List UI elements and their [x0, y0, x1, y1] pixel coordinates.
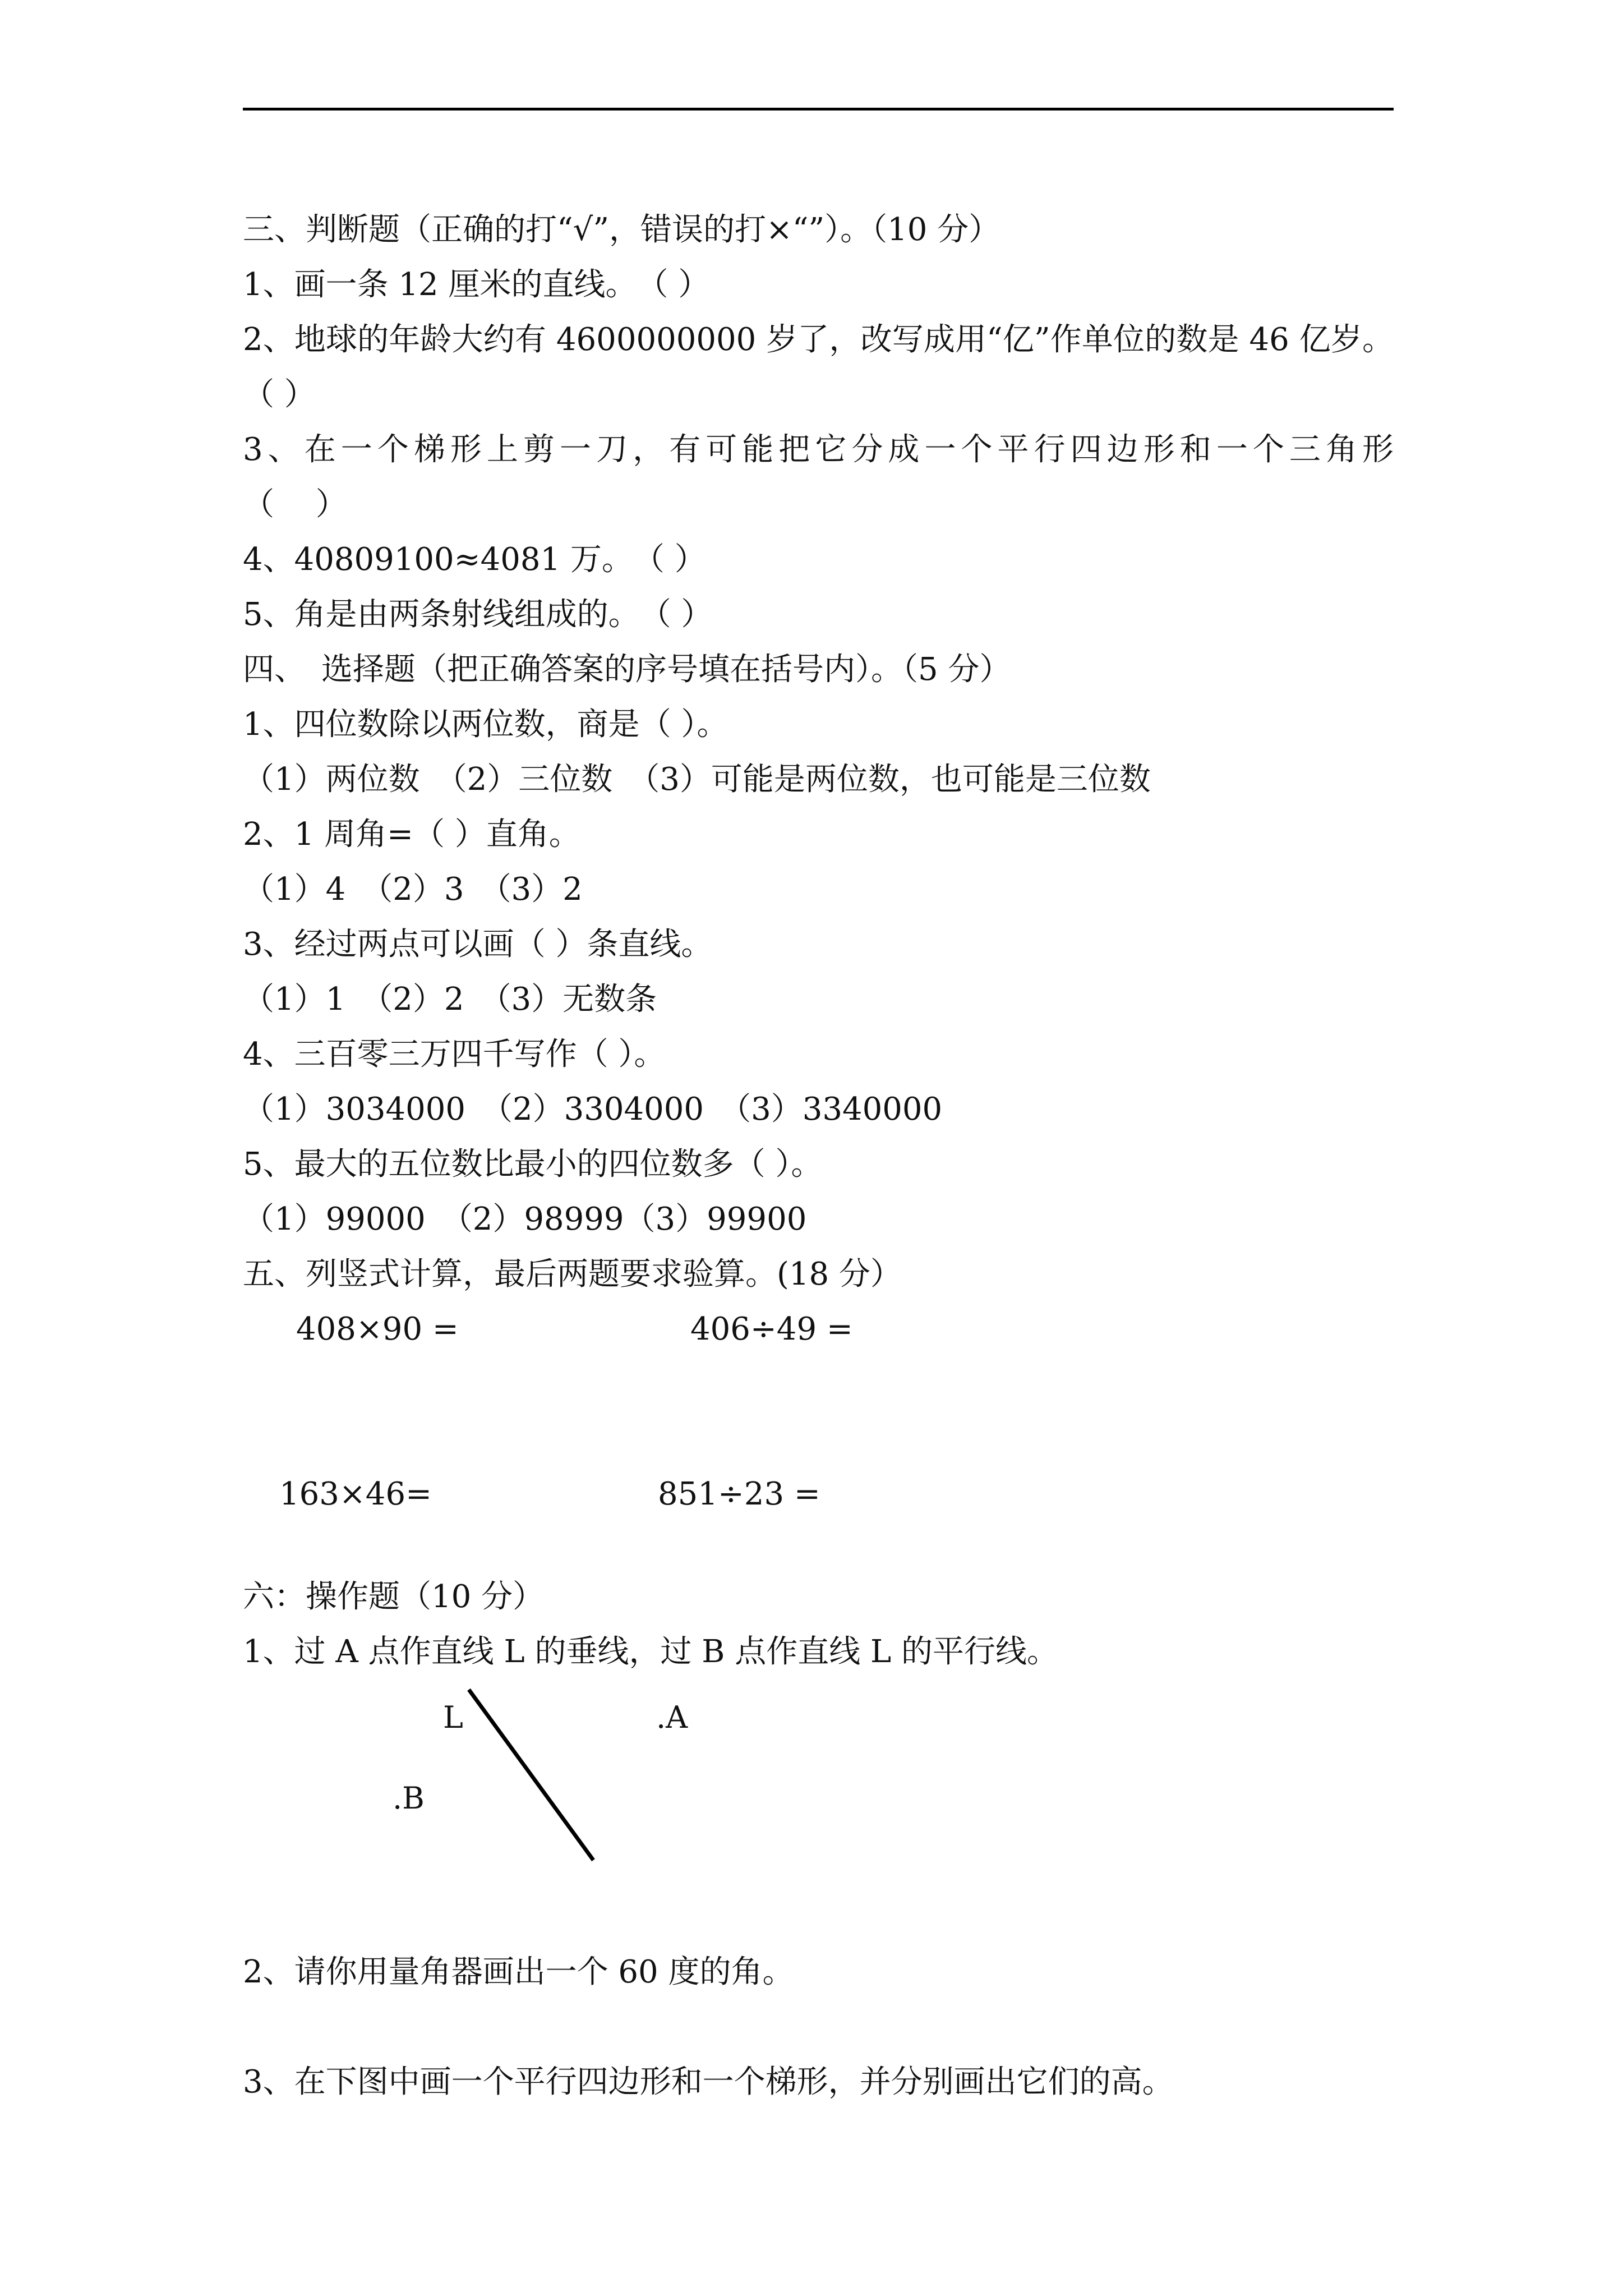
calc-406div49: 406÷49 = [690, 1311, 853, 1347]
section3-question-2-blank: （ ） [243, 376, 316, 413]
section4-heading: 四、 选择题（把正确答案的序号填在括号内）。（5 分） [243, 651, 1011, 688]
calc-851div23: 851÷23 = [658, 1476, 820, 1512]
section3-heading: 三、判断题（正确的打“√”，错误的打×“”）。（10 分） [243, 211, 1000, 248]
section3-question-2: 2、地球的年龄大约有 4600000000 岁了，改写成用“亿”作单位的数是 46 亿岁。 [243, 321, 1394, 358]
section3-question-5: 5、角是由两条射线组成的。 （ ） [243, 596, 713, 633]
section3-question-1: 1、画一条 12 厘米的直线。 （ ） [243, 266, 710, 303]
section6-heading: 六：操作题（10 分） [243, 1579, 545, 1615]
section6-question-3: 3、在下图中画一个平行四边形和一个梯形，并分别画出它们的高。 [243, 2064, 1174, 2100]
section5-heading: 五、列竖式计算，最后两题要求验算。(18 分） [243, 1256, 902, 1292]
section6-question-2: 2、请你用量角器画出一个 60 度的角。 [243, 1954, 794, 1990]
section4-question-3-options: （1）1 （2）2 （3）无数条 [243, 981, 657, 1018]
section3-question-3: 3、在一个梯形上剪一刀，有可能把它分成一个平行四边形和一个三角形 [243, 431, 1394, 468]
header-rule [243, 108, 1394, 111]
point-b-label: .B [393, 1780, 425, 1816]
section4-question-5: 5、最大的五位数比最小的四位数多（ ）。 [243, 1146, 823, 1182]
point-a-label: .A [656, 1700, 688, 1735]
section4-question-1-options: （1）两位数 （2）三位数 （3）可能是两位数，也可能是三位数 [243, 761, 1151, 798]
section4-question-3: 3、经过两点可以画（ ）条直线。 [243, 926, 713, 963]
section4-question-5-options: （1）99000 （2）98999（3）99900 [243, 1201, 807, 1237]
section6-question-1: 1、过 A 点作直线 L 的垂线，过 B 点作直线 L 的平行线。 [243, 1634, 1059, 1670]
line-l [469, 1690, 593, 1860]
section4-question-4-options: （1）3034000 （2）3304000 （3）3340000 [243, 1091, 943, 1128]
section4-question-2: 2、1 周角=（ ）直角。 [243, 816, 580, 853]
section4-question-4: 4、三百零三万四千写作（ ）。 [243, 1036, 666, 1073]
section3-question-3-blank: （ ） [243, 486, 347, 523]
label-l: L [443, 1700, 463, 1735]
section3-question-4: 4、40809100≈4081 万。 （ ） [243, 541, 706, 578]
section4-question-2-options: （1）4 （2）3 （3）2 [243, 871, 583, 908]
calc-163x46: 163×46= [279, 1476, 432, 1512]
section4-question-1: 1、四位数除以两位数，商是（ ）。 [243, 706, 728, 743]
calc-408x90: 408×90 = [296, 1311, 459, 1347]
